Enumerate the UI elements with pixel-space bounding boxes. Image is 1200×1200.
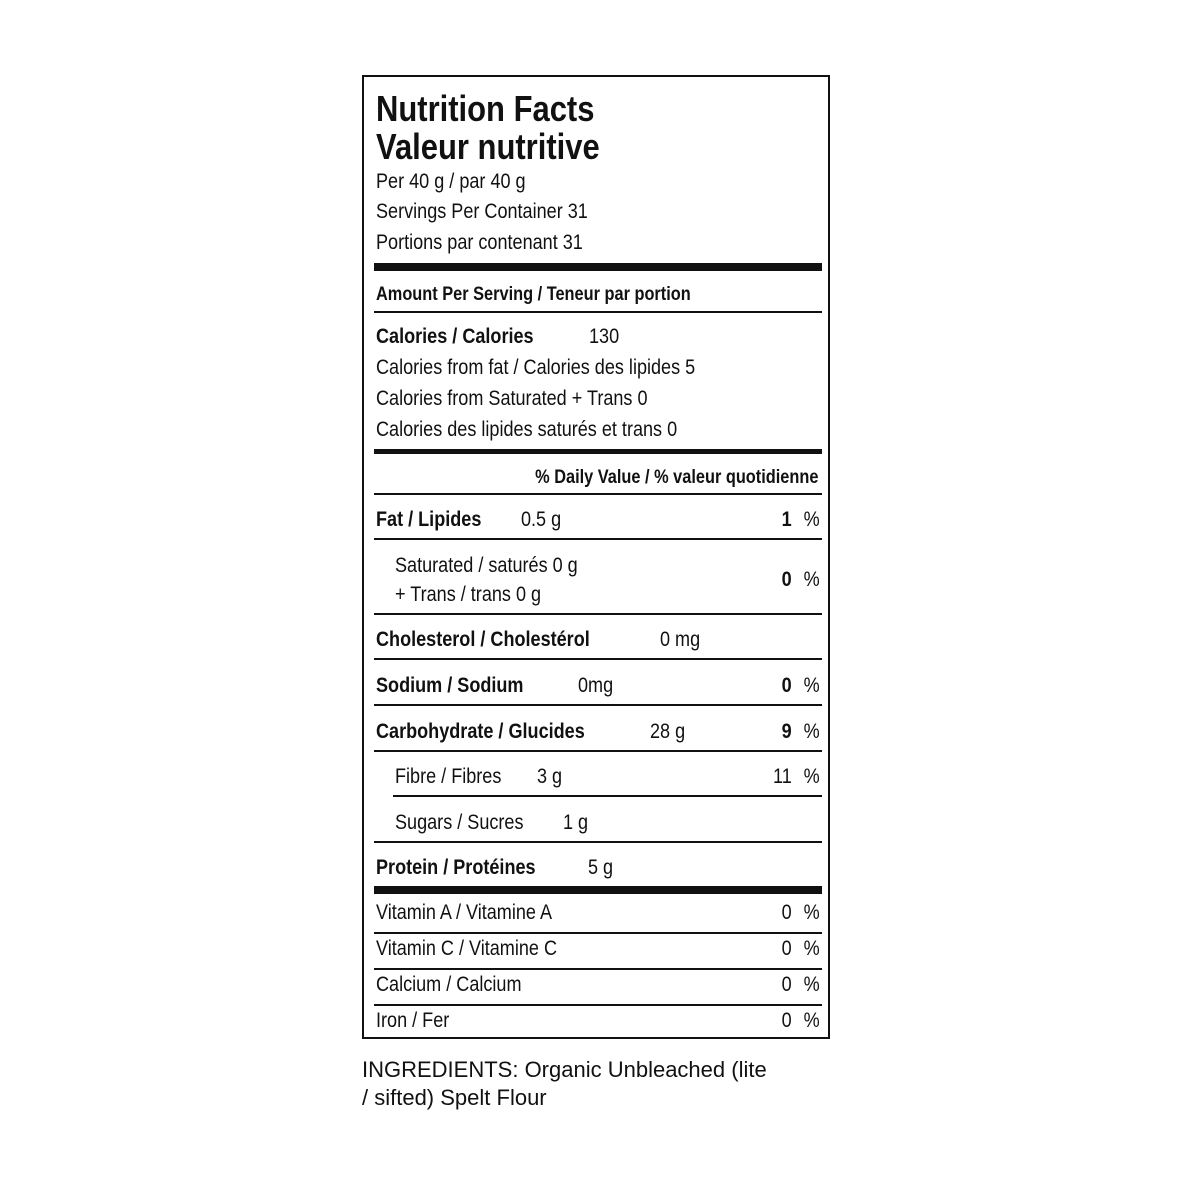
medium-divider (374, 449, 822, 454)
thick-divider (374, 263, 822, 271)
title-en: Nutrition Facts (376, 88, 595, 129)
fat-dv: 1 (781, 508, 792, 531)
fibre-dv: 11 (773, 765, 792, 788)
sodium-label: Sodium / Sodium (376, 674, 524, 697)
carbohydrate-pct: % (803, 720, 820, 743)
serving-size: Per 40 g / par 40 g (376, 170, 526, 193)
divider (374, 968, 822, 970)
ingredients-line1: INGREDIENTS: Organic Unbleached (lite (362, 1057, 767, 1082)
divider (374, 704, 822, 706)
saturated-pct: % (803, 568, 820, 591)
divider (374, 658, 822, 660)
amount-per-serving-header: Amount Per Serving / Teneur par portion (376, 284, 691, 305)
divider (374, 932, 822, 934)
calories-value: 130 (589, 325, 620, 348)
protein-label: Protein / Protéines (376, 856, 536, 879)
divider (393, 795, 822, 797)
ingredients-line2: / sifted) Spelt Flour (362, 1085, 547, 1110)
iron-dv: 0 (781, 1009, 792, 1032)
title-fr: Valeur nutritive (376, 126, 600, 167)
carbohydrate-label: Carbohydrate / Glucides (376, 720, 585, 743)
fibre-label: Fibre / Fibres (395, 765, 502, 788)
divider (374, 841, 822, 843)
fibre-pct: % (803, 765, 820, 788)
servings-per-container-fr: Portions par contenant 31 (376, 231, 583, 254)
vitamin-a-dv: 0 (781, 901, 792, 924)
cholesterol-label: Cholesterol / Cholestérol (376, 628, 590, 651)
fat-amount: 0.5 g (521, 508, 562, 531)
sodium-amount: 0mg (578, 674, 614, 697)
iron-label: Iron / Fer (376, 1009, 450, 1032)
vitamin-c-pct: % (803, 937, 820, 960)
calories-saturated-fr: Calories des lipides saturés et trans 0 (376, 418, 678, 441)
divider (374, 311, 822, 313)
daily-value-header: % Daily Value / % valeur quotidienne (534, 467, 818, 488)
nutrition-facts-panel (362, 75, 830, 1039)
divider (374, 538, 822, 540)
sugars-amount: 1 g (563, 811, 589, 834)
calcium-label: Calcium / Calcium (376, 973, 522, 996)
divider (374, 493, 822, 495)
protein-amount: 5 g (588, 856, 614, 879)
fat-pct: % (803, 508, 820, 531)
sodium-dv: 0 (781, 674, 792, 697)
divider (374, 613, 822, 615)
fibre-amount: 3 g (537, 765, 563, 788)
thick-divider (374, 886, 822, 894)
ingredients (362, 1056, 862, 1112)
calcium-dv: 0 (781, 973, 792, 996)
calories-label: Calories / Calories (376, 325, 534, 348)
carbohydrate-amount: 28 g (650, 720, 686, 743)
vitamin-c-dv: 0 (781, 937, 792, 960)
cholesterol-amount: 0 mg (660, 628, 701, 651)
carbohydrate-dv: 9 (781, 720, 792, 743)
divider (374, 750, 822, 752)
fat-label: Fat / Lipides (376, 508, 482, 531)
saturated-line1: Saturated / saturés 0 g (395, 554, 578, 577)
divider (374, 1004, 822, 1006)
iron-pct: % (803, 1009, 820, 1032)
saturated-dv: 0 (781, 568, 792, 591)
vitamin-c-label: Vitamin C / Vitamine C (376, 937, 558, 960)
calories-from-fat: Calories from fat / Calories des lipides 5 (376, 356, 696, 379)
calcium-pct: % (803, 973, 820, 996)
saturated-line2: + Trans / trans 0 g (395, 583, 542, 606)
sodium-pct: % (803, 674, 820, 697)
sugars-label: Sugars / Sucres (395, 811, 524, 834)
vitamin-a-pct: % (803, 901, 820, 924)
calories-saturated-en: Calories from Saturated + Trans 0 (376, 387, 648, 410)
vitamin-a-label: Vitamin A / Vitamine A (376, 901, 553, 924)
servings-per-container-en: Servings Per Container 31 (376, 200, 588, 223)
